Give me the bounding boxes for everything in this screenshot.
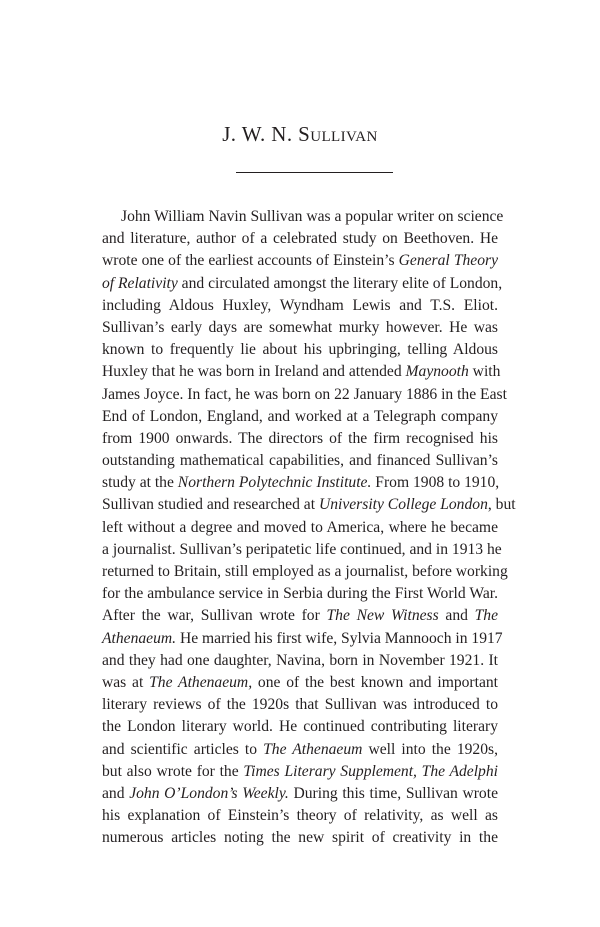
text-run: Sullivan’s early days are somewhat murky however. He was — [102, 318, 498, 336]
text-line — [102, 650, 498, 672]
text-run: known to frequently lie about his upbringing, telling Aldous — [102, 341, 498, 359]
text-line — [102, 539, 502, 561]
italic-title-run: of Relativity — [102, 274, 178, 292]
italic-title-run: University College London — [318, 496, 488, 514]
text-run: James Joyce. In fact, he was born on 22 January 1886 in the East — [102, 385, 507, 403]
text-line — [102, 827, 498, 849]
text-line — [102, 206, 504, 228]
text-run: After the war, Sullivan wrote for — [102, 607, 327, 625]
text-run: for the ambulance service in Serbia during the First World War. — [102, 585, 498, 603]
italic-title-run: General Theory — [398, 252, 498, 270]
text-run: From 1908 to 1910, — [371, 474, 500, 492]
text-line — [102, 450, 498, 472]
text-run: left without a degree and moved to America, where he became — [102, 518, 498, 536]
text-run: During this time, Sullivan wrote — [288, 784, 498, 802]
italic-title-run: Times Literary Supplement, The Adelphi — [243, 762, 498, 780]
text-run: the London literary world. He continued contributing literary — [102, 718, 498, 736]
text-line — [102, 384, 507, 406]
text-run: and they had one daughter, Navina, born in November 1921. It — [102, 651, 498, 669]
text-run: study at the — [102, 474, 178, 492]
italic-title-run: The Athenaeum — [263, 740, 363, 758]
text-line — [102, 472, 498, 494]
text-run: and — [438, 607, 475, 625]
text-line — [102, 295, 498, 317]
text-run: and literature, author of a celebrated study on Beethoven. He — [102, 230, 498, 248]
text-run: John William Navin Sullivan was a popular writer on science — [121, 208, 504, 225]
text-run: End of London, England, and worked at a Telegraph company — [102, 407, 498, 425]
text-run: but also wrote for the — [102, 762, 244, 780]
text-run: Sullivan studied and researched at — [102, 496, 319, 514]
text-line — [102, 406, 498, 428]
text-line — [102, 716, 498, 738]
text-run: from 1900 onwards. The directors of the firm recognised his — [102, 429, 498, 447]
text-run: returned to Britain, still employed as a journalist, before working — [102, 563, 508, 580]
text-run: a journalist. Sullivan’s peripatetic life continued, and in 1913 he — [102, 540, 502, 558]
text-line — [102, 761, 498, 783]
text-run: including Aldous Huxley, Wyndham Lewis and T.S. Eliot. — [102, 296, 498, 314]
body-text — [102, 206, 516, 849]
text-line — [102, 583, 498, 605]
text-line — [102, 739, 498, 761]
text-line — [102, 561, 508, 583]
text-run: He married his first wife, Sylvia Mannooch in 1917 — [176, 629, 503, 647]
text-run: outstanding mathematical capabilities, and financed Sullivan’s — [102, 452, 498, 470]
text-line — [102, 228, 498, 250]
text-line — [102, 428, 498, 450]
text-line — [102, 339, 498, 361]
text-line — [102, 783, 498, 805]
text-line — [102, 317, 498, 339]
text-run: numerous articles noting the new spirit of creativity in the — [102, 829, 498, 847]
text-run: literary reviews of the 1920s that Sullivan was introduced to — [102, 696, 498, 714]
text-line — [102, 805, 498, 827]
text-run: his explanation of Einstein’s theory of relativity, as well as — [102, 807, 498, 825]
text-line — [102, 694, 498, 716]
text-line — [102, 517, 498, 539]
author-initials: J. W. N. — [222, 122, 299, 146]
italic-title-run: The New Witness — [326, 607, 439, 625]
text-run: wrote one of the earliest accounts of Einstein’s — [102, 252, 399, 270]
text-run: and — [102, 784, 130, 802]
text-run: and scientific articles to — [102, 740, 264, 758]
text-run: one of the best known and important — [252, 673, 498, 691]
italic-title-run: Athenaeum. — [102, 629, 177, 647]
text-line — [102, 494, 516, 516]
text-line — [102, 628, 503, 650]
text-line — [102, 361, 501, 383]
italic-title-run: Maynooth — [405, 363, 469, 381]
text-run: Huxley that he was born in Ireland and attended — [102, 363, 406, 381]
text-line — [102, 250, 498, 272]
text-run: well into the 1920s, — [362, 740, 498, 758]
text-line — [102, 672, 498, 694]
italic-title-run: The — [474, 607, 499, 625]
italic-title-run: Northern Polytechnic Institute. — [177, 474, 372, 492]
text-line — [102, 273, 503, 295]
title-underline-rule — [236, 172, 393, 173]
text-line — [102, 605, 498, 627]
text-run: was at — [102, 673, 150, 691]
text-run: , but — [487, 496, 516, 514]
text-run: with — [468, 363, 501, 381]
text-run: and circulated amongst the literary elite of London, — [177, 274, 503, 292]
italic-title-run: John O’London’s Weekly. — [129, 784, 289, 802]
italic-title-run: The Athenaeum, — [149, 673, 253, 691]
chapter-title — [0, 122, 600, 147]
author-surname: Sullivan — [298, 122, 378, 146]
